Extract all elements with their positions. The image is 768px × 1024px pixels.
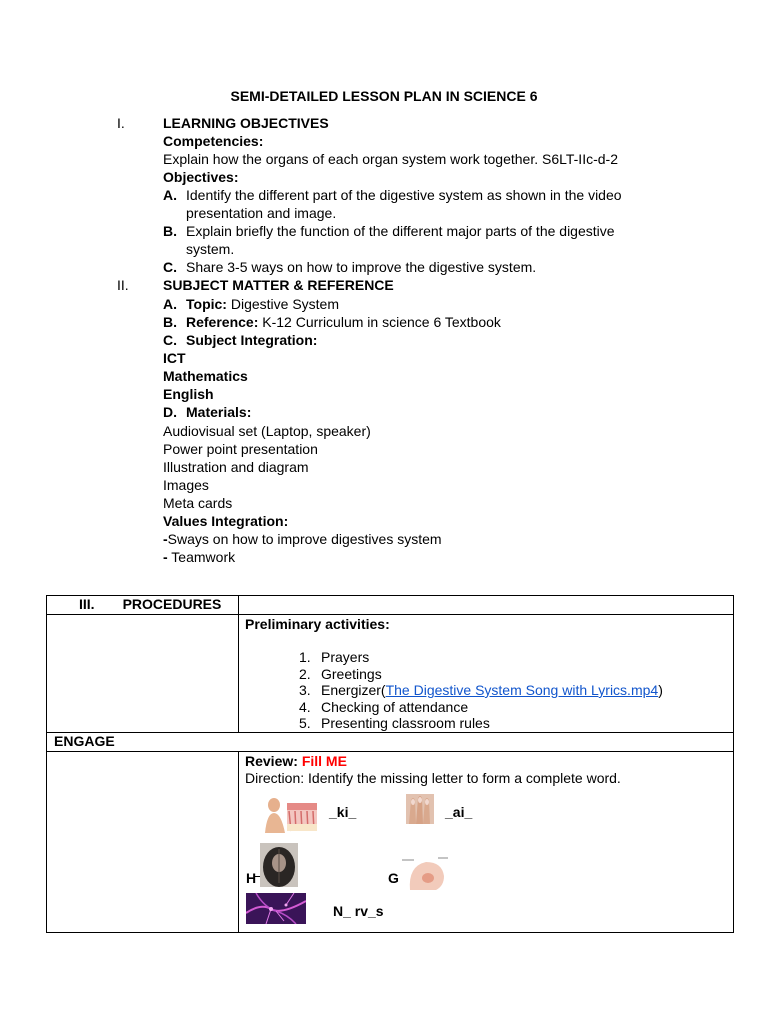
topic-key: Topic:	[186, 296, 227, 312]
reference-label: B.	[163, 314, 177, 330]
list-item	[245, 715, 733, 732]
objective-a	[163, 187, 622, 203]
list-item	[245, 682, 733, 699]
list-text: Presenting classroom rules	[321, 715, 490, 731]
review-cell	[239, 751, 734, 932]
hair-word: H	[246, 870, 257, 886]
list-number: 2.	[299, 665, 311, 682]
materials-line	[163, 404, 251, 420]
gland-word: G	[388, 870, 399, 886]
value-item	[163, 531, 442, 547]
reference-value: K-12 Curriculum in science 6 Textbook	[262, 314, 501, 330]
list-item	[245, 649, 733, 666]
value-prefix: -	[163, 549, 168, 565]
list-number: 4.	[299, 698, 311, 715]
integration-item: ICT	[163, 350, 186, 366]
nail-image	[406, 794, 434, 824]
objective-c	[163, 259, 536, 275]
competencies-label: Competencies:	[163, 133, 264, 149]
objective-c-label: C.	[163, 259, 177, 275]
objective-a-label: A.	[163, 187, 177, 203]
empty-cell	[47, 751, 239, 932]
section-2-heading: SUBJECT MATTER & REFERENCE	[163, 277, 394, 293]
procedures-header-cell	[47, 596, 239, 615]
material-item: Audiovisual set (Laptop, speaker)	[163, 423, 371, 439]
value-item	[163, 549, 235, 565]
objective-c-text: Share 3-5 ways on how to improve the digestive system.	[186, 259, 537, 275]
procedures-heading: PROCEDURES	[122, 596, 222, 612]
integration-item: English	[163, 386, 214, 402]
material-item: Illustration and diagram	[163, 459, 309, 475]
objective-b-label: B.	[163, 223, 177, 239]
value-text: Teamwork	[167, 549, 236, 565]
integration-item: Mathematics	[163, 368, 248, 384]
reference-line	[163, 314, 501, 330]
preliminary-label: Preliminary activities:	[245, 616, 390, 632]
skin-word: _ki_	[329, 804, 357, 820]
section-1-numeral: I.	[117, 115, 125, 131]
materials-label: D.	[163, 404, 177, 420]
list-text: Prayers	[321, 649, 370, 665]
empty-cell	[47, 615, 239, 733]
materials-key: Materials:	[186, 404, 252, 420]
list-text	[321, 682, 663, 699]
energizer-text: Energizer(	[321, 682, 386, 698]
list-number: 1.	[299, 649, 311, 665]
hair-blank	[255, 876, 260, 877]
close-paren: )	[658, 682, 663, 698]
review-line	[245, 753, 733, 770]
list-item	[245, 666, 733, 683]
section-1-heading: LEARNING OBJECTIVES	[163, 115, 329, 131]
list-text: Greetings	[321, 665, 382, 682]
table-row	[47, 732, 734, 751]
preliminary-cell	[239, 615, 734, 733]
integration-line	[163, 332, 317, 348]
review-label: Review:	[245, 752, 298, 769]
objective-a-text: Identify the different part of the digestive system as shown in the video	[186, 187, 622, 203]
skin-image	[261, 797, 319, 833]
table-row	[47, 615, 734, 733]
objective-b-text: Explain briefly the function of the different major parts of the digestive	[186, 223, 615, 239]
review-highlight: Fill ME	[301, 752, 347, 769]
value-text: Sways on how to improve digestives system	[167, 531, 442, 547]
list-text: Checking of attendance	[321, 698, 469, 715]
engage-label: ENGAGE	[47, 732, 734, 751]
value-prefix: -	[163, 531, 168, 547]
material-item: Meta cards	[163, 495, 233, 511]
integration-key: Subject Integration:	[186, 332, 318, 348]
table-row	[47, 596, 734, 615]
song-video-link[interactable]: The Digestive System Song with Lyrics.mp4	[385, 682, 659, 698]
gland-image	[400, 856, 450, 892]
topic-line	[163, 296, 339, 312]
material-item: Power point presentation	[163, 441, 318, 457]
nail-word: _ai_	[445, 804, 473, 820]
nerves-image	[246, 893, 306, 924]
direction-text: Direction: Identify the missing letter to form a complete word.	[245, 769, 621, 786]
document-title: SEMI-DETAILED LESSON PLAN IN SCIENCE 6	[230, 88, 538, 104]
objectives-label: Objectives:	[163, 169, 239, 185]
procedures-numeral: III.	[79, 596, 95, 612]
hair-image	[260, 843, 298, 887]
section-2-numeral: II.	[117, 277, 129, 293]
list-item	[245, 699, 733, 716]
objective-b	[163, 223, 615, 239]
preliminary-list	[245, 649, 733, 732]
topic-value: Digestive System	[230, 296, 340, 312]
list-number: 3.	[299, 682, 311, 698]
reference-key: Reference:	[186, 314, 259, 330]
topic-label: A.	[163, 296, 177, 312]
objective-a-text-cont: presentation and image.	[186, 205, 337, 221]
list-number: 5.	[299, 715, 311, 731]
empty-cell	[239, 596, 734, 615]
integration-label: C.	[163, 332, 177, 348]
nerves-word: N_ rv_s	[333, 903, 384, 919]
values-label: Values Integration:	[163, 513, 289, 529]
material-item: Images	[163, 477, 209, 493]
objective-b-text-cont: system.	[186, 241, 235, 257]
competencies-text: Explain how the organs of each organ system work together. S6LT-IIc-d-2	[163, 151, 618, 167]
table-row	[47, 751, 734, 932]
